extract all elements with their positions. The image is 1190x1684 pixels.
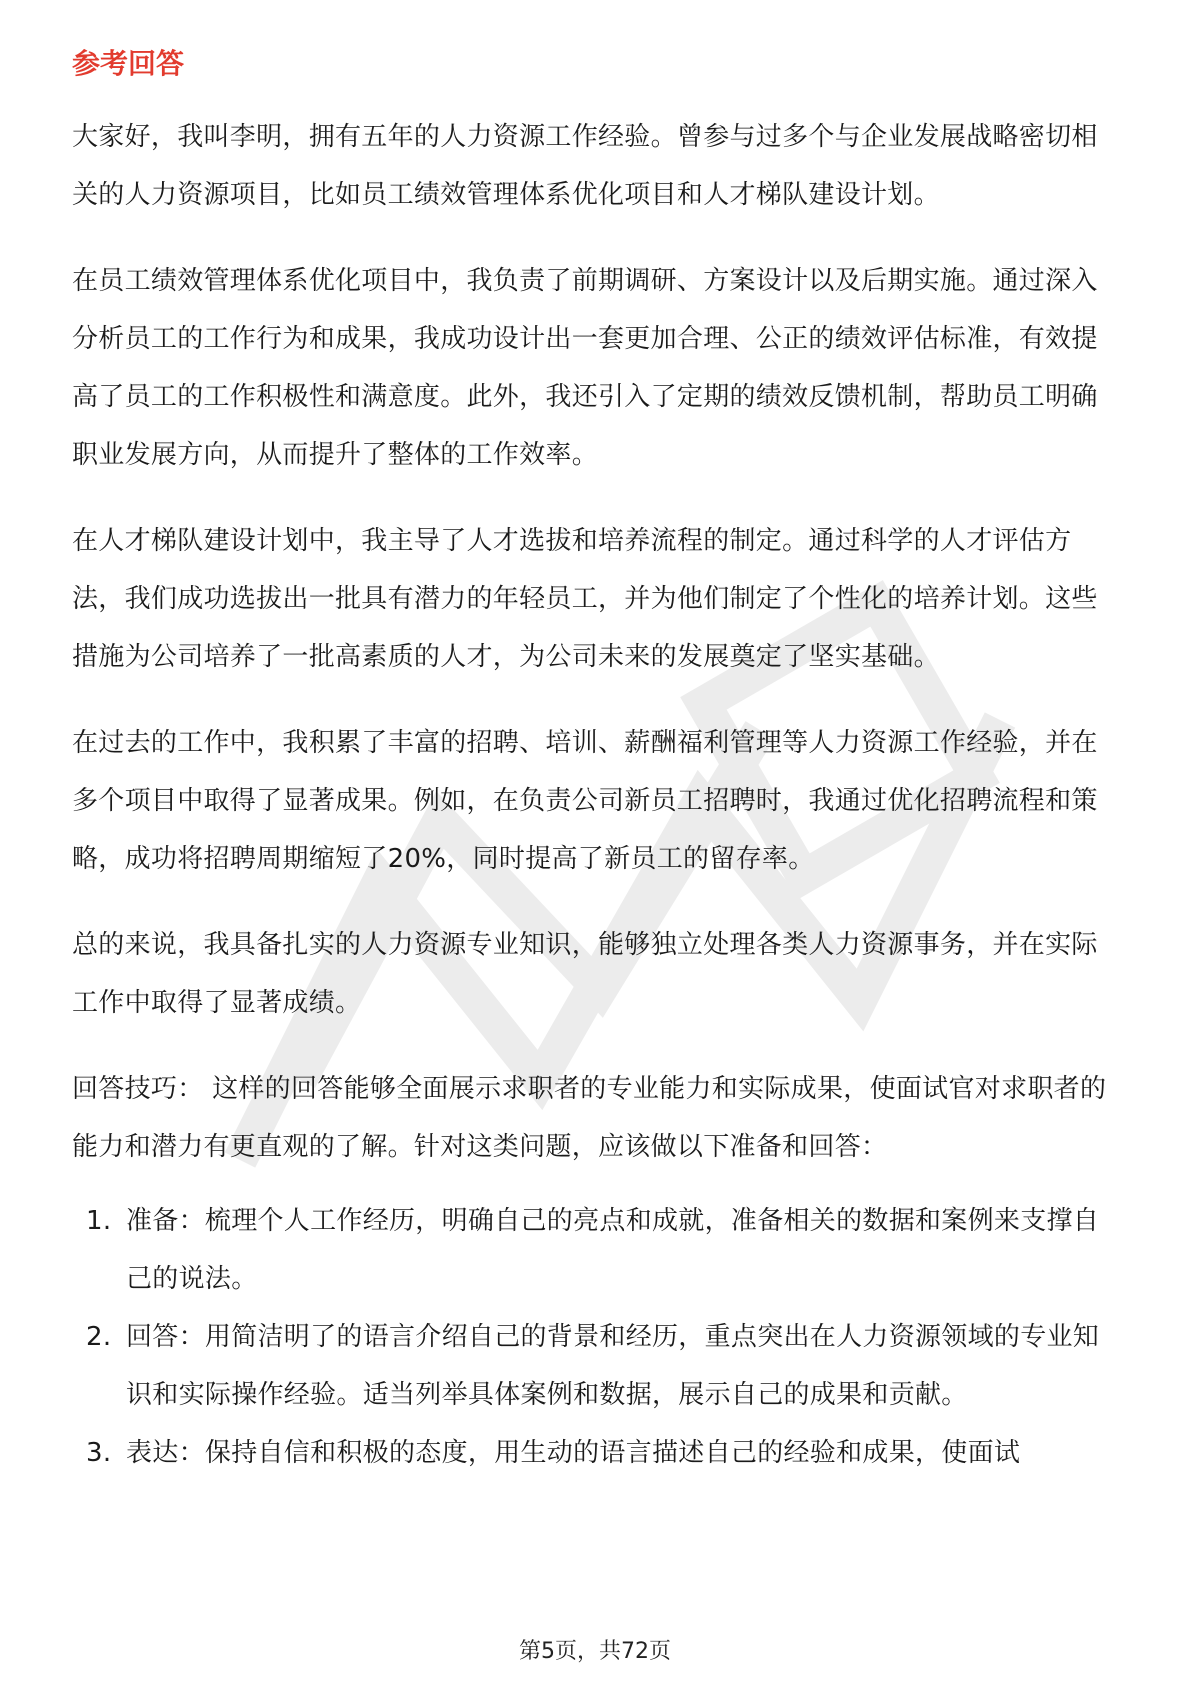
document-content xyxy=(72,44,1122,1482)
paragraph-summary: 总的来说，我具备扎实的人力资源专业知识，能够独立处理各类人力资源事务，并在实际工作中取得了显著成绩。 xyxy=(72,930,1098,1018)
tips-list xyxy=(72,1192,1122,1482)
page-footer: 第5页，共72页 xyxy=(519,1639,671,1664)
list-item-text: 表达：保持自信和积极的态度，用生动的语言描述自己的经验和成果，使面试 xyxy=(126,1438,1021,1468)
paragraph-performance-project: 在员工绩效管理体系优化项目中，我负责了前期调研、方案设计以及后期实施。通过深入分析员工的工作行为和成果，我成功设计出一套更加合理、公正的绩效评估标准，有效提高了员工的工作积极性和满意度。此外，我还引入了定期的绩效反馈机制，帮助员工明确职业发展方向，从而提升了整体的工作效率。 xyxy=(72,266,1098,470)
section-heading: 参考回答 xyxy=(72,47,185,80)
list-item-text: 准备：梳理个人工作经历，明确自己的亮点和成就，准备相关的数据和案例来支撑自己的说法。 xyxy=(126,1206,1100,1294)
paragraph-talent-pipeline: 在人才梯队建设计划中，我主导了人才选拔和培养流程的制定。通过科学的人才评估方法，我们成功选拔出一批具有潜力的年轻员工，并为他们制定了个性化的培养计划。这些措施为公司培养了一批高素质的人才，为公司未来的发展奠定了坚实基础。 xyxy=(72,526,1098,672)
list-item-number: 2. xyxy=(86,1322,112,1352)
list-item-number: 1. xyxy=(86,1206,112,1236)
list-item xyxy=(72,1192,1122,1308)
list-item-text: 回答：用简洁明了的语言介绍自己的背景和经历，重点突出在人力资源领域的专业知识和实际操作经验。适当列举具体案例和数据，展示自己的成果和贡献。 xyxy=(126,1322,1100,1410)
list-item xyxy=(72,1424,1122,1482)
paragraph-experience: 在过去的工作中，我积累了丰富的招聘、培训、薪酬福利管理等人力资源工作经验，并在多个项目中取得了显著成果。例如，在负责公司新员工招聘时，我通过优化招聘流程和策略，成功将招聘周期缩短了20%，同时提高了新员工的留存率。 xyxy=(72,728,1098,874)
list-item-number: 3. xyxy=(86,1438,112,1468)
paragraph-intro: 大家好，我叫李明，拥有五年的人力资源工作经验。曾参与过多个与企业发展战略密切相关的人力资源项目，比如员工绩效管理体系优化项目和人才梯队建设计划。 xyxy=(72,122,1098,210)
paragraph-answer-tips: 回答技巧： 这样的回答能够全面展示求职者的专业能力和实际成果，使面试官对求职者的能力和潜力有更直观的了解。针对这类问题，应该做以下准备和回答： xyxy=(72,1074,1107,1162)
list-item xyxy=(72,1308,1122,1424)
